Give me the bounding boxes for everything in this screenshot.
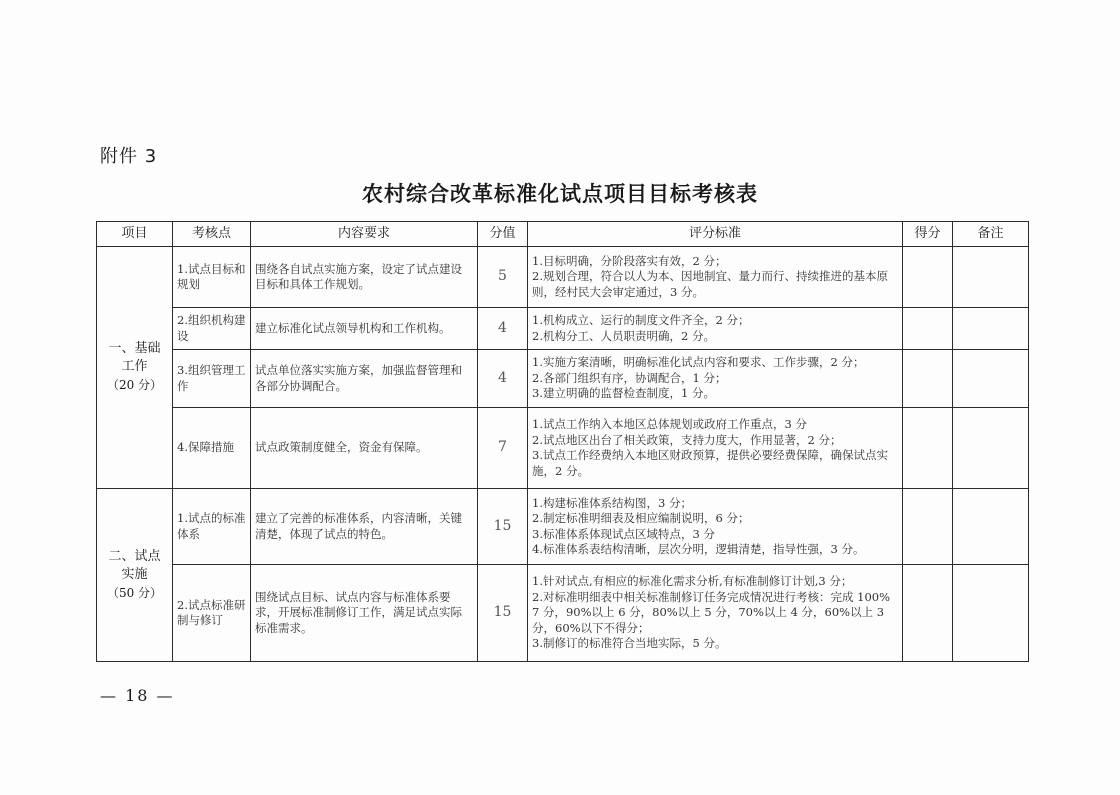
content-cell: 围绕各自试点实施方案，设定了试点建设目标和具体工作规划。 [251, 247, 478, 308]
criteria-line: 1.机构成立、运行的制度文件齐全，2 分； [532, 313, 750, 327]
header-note: 备注 [953, 222, 1029, 247]
document-title: 农村综合改革标准化试点项目目标考核表 [362, 181, 758, 206]
score-cell: 15 [478, 565, 528, 662]
criteria-line: 2.对标准明细表中相关标准制修订任务完成情况进行考核：完成 100% 7 分，90%以上 6 分，80%以上 5 分，70%以上 4 分，60%以上 3 分，60%以下不得分； [532, 589, 891, 635]
category-name-line1: 二、试点 [108, 548, 161, 564]
category-cell [97, 489, 173, 662]
criteria-cell [528, 565, 903, 662]
criteria-line: 1.试点工作纳入本地区总体规划或政府工作重点，3 分 [532, 417, 807, 431]
got-score-cell [903, 247, 953, 308]
category-name-line1: 一、基础 [108, 341, 161, 356]
criteria-line: 2.机构分工、人员职责明确，2 分。 [532, 328, 715, 343]
header-project: 项目 [97, 222, 173, 247]
criteria-line: 2.制定标准明细表及相应编制说明，6 分； [532, 511, 750, 525]
point-cell: 3.组织管理工作 [173, 350, 251, 408]
point-cell: 1.试点的标准体系 [173, 489, 251, 565]
note-cell [953, 350, 1029, 408]
note-cell [953, 489, 1029, 565]
criteria-line: 3.试点工作经费纳入本地区财政预算，提供必要经费保障，确保试点实施，2 分。 [532, 448, 888, 478]
got-score-cell [903, 408, 953, 489]
content-cell: 建立标准化试点领导机构和工作机构。 [251, 308, 478, 350]
attachment-label: 附件 3 [100, 146, 158, 167]
category-name-line2: 实施 [121, 566, 148, 582]
content-cell: 建立了完善的标准体系，内容清晰，关键清楚，体现了试点的特色。 [251, 489, 478, 565]
header-criteria: 评分标准 [528, 222, 903, 247]
category-points: （50 分） [106, 585, 163, 600]
criteria-cell [528, 489, 903, 565]
criteria-line: 4.标准体系表结构清晰，层次分明，逻辑清楚，指导性强，3 分。 [532, 542, 865, 556]
header-row [97, 222, 1029, 247]
criteria-cell [528, 408, 903, 489]
table-row [97, 489, 1029, 565]
content-cell: 围绕试点目标、试点内容与标准体系要求，开展标准制修订工作，满足试点实际标准需求。 [251, 565, 478, 662]
header-content: 内容要求 [251, 222, 478, 247]
score-cell: 4 [478, 308, 528, 350]
score-cell: 5 [478, 247, 528, 308]
header-got: 得分 [903, 222, 953, 247]
table-row [97, 565, 1029, 662]
got-score-cell [903, 350, 953, 408]
note-cell [953, 308, 1029, 350]
note-cell [953, 408, 1029, 489]
category-points: （20 分） [106, 378, 163, 392]
note-cell [953, 247, 1029, 308]
got-score-cell [903, 489, 953, 565]
table-row [97, 308, 1029, 350]
criteria-line: 1.实施方案清晰，明确标准化试点内容和要求、工作步骤，2 分； [532, 355, 865, 370]
category-name-line2: 工作 [121, 359, 148, 374]
criteria-cell [528, 247, 903, 308]
criteria-line: 2.各部门组织有序，协调配合，1 分； [532, 370, 727, 385]
table-row [97, 408, 1029, 489]
criteria-line: 1.目标明确，分阶段落实有效，2 分； [532, 253, 727, 268]
header-score: 分值 [478, 222, 528, 247]
score-cell: 7 [478, 408, 528, 489]
note-cell [953, 565, 1029, 662]
point-cell: 1.试点目标和规划 [173, 247, 251, 308]
category-cell [97, 247, 173, 489]
point-cell: 2.组织机构建设 [173, 308, 251, 350]
criteria-line: 2.规划合理，符合以人为本、因地制宜、量力而行、持续推进的基本原则，经村民大会审定通过，3 分。 [532, 269, 888, 299]
criteria-line: 1.针对试点,有相应的标准化需求分析,有标准制修订计划,3 分； [532, 574, 853, 589]
point-cell: 2.试点标准研制与修订 [173, 565, 251, 662]
point-cell: 4.保障措施 [173, 408, 251, 489]
criteria-line: 3.制修订的标准符合当地实际，5 分。 [532, 636, 727, 651]
criteria-cell [528, 308, 903, 350]
score-cell: 15 [478, 489, 528, 565]
table-row [97, 247, 1029, 308]
assessment-table [96, 221, 1029, 662]
got-score-cell [903, 308, 953, 350]
content-cell: 试点单位落实实施方案，加强监督管理和各部分协调配合。 [251, 350, 478, 408]
criteria-cell [528, 350, 903, 408]
criteria-line: 3.标准体系体现试点区域特点，3 分 [532, 526, 715, 541]
page-number: — 18 — [100, 686, 175, 705]
criteria-line: 2.试点地区出台了相关政策，支持力度大，作用显著，2 分； [532, 432, 842, 447]
score-cell: 4 [478, 350, 528, 408]
content-cell: 试点政策制度健全，资金有保障。 [251, 408, 478, 489]
criteria-line: 3.建立明确的监督检查制度，1 分。 [532, 386, 715, 401]
criteria-line: 1.构建标准体系结构图，3 分； [532, 495, 692, 510]
table-row [97, 350, 1029, 408]
header-point: 考核点 [173, 222, 251, 247]
got-score-cell [903, 565, 953, 662]
